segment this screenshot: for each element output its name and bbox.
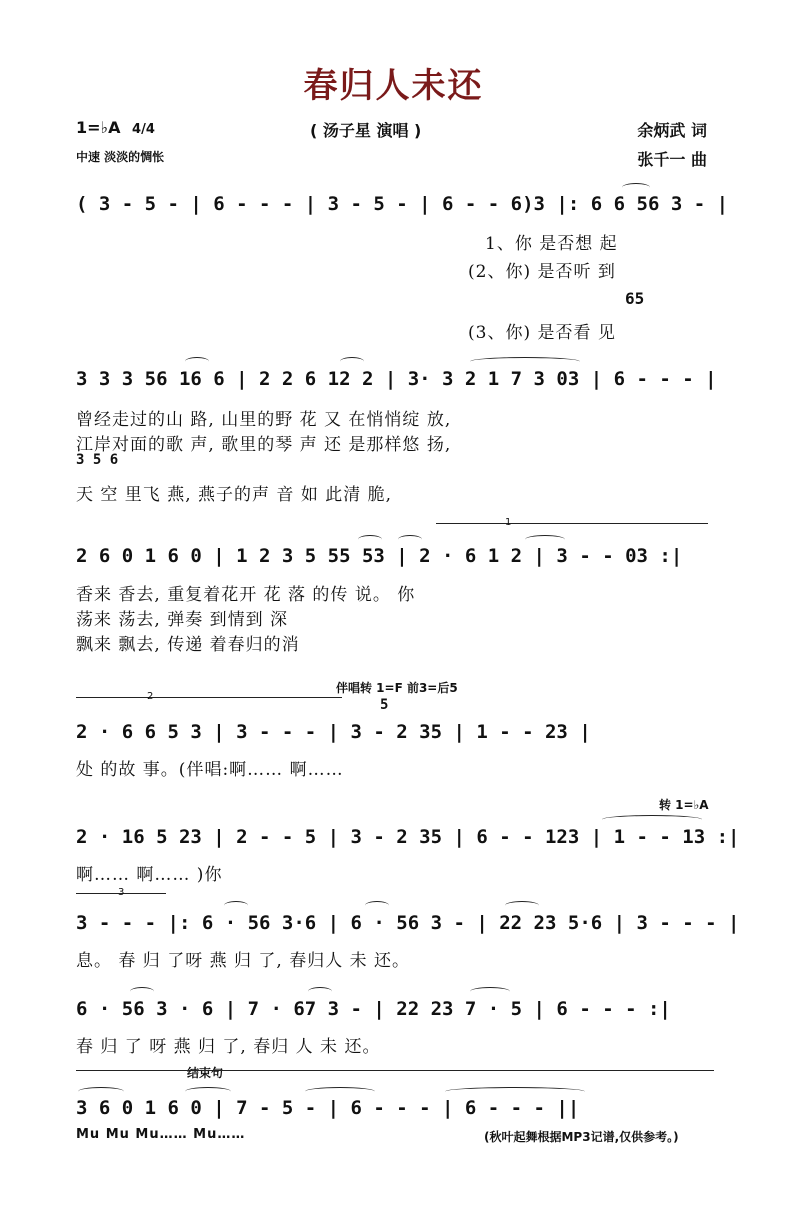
slur-arc [365, 901, 389, 910]
slur-arc [305, 1087, 375, 1096]
performer-credit: ( 汤子星 演唱 ) [310, 121, 422, 140]
slur-arc [308, 987, 332, 996]
slur-arc [470, 357, 580, 366]
slur-arc [358, 535, 382, 544]
lyric-line: 天 空 里飞 燕, 燕子的声 音 如 此清 脆, [76, 485, 393, 505]
key-signature: 1=♭A [76, 118, 121, 137]
lyric-line: 曾经走过的山 路, 山里的野 花 又 在悄悄绽 放, [76, 410, 452, 430]
source-note: (秋叶起舞根据MP3记谱,仅供参考。) [484, 1130, 679, 1144]
ending-label: 结束句 [187, 1066, 224, 1080]
slur-arc [470, 987, 510, 996]
volta-bracket-1 [436, 523, 708, 524]
time-signature: 4/4 [132, 122, 155, 137]
lyric-line: 息。 春 归 了呀 燕 归 了, 春归人 未 还。 [76, 951, 411, 971]
song-title: 春归人未还 [303, 66, 484, 106]
notation-row-8: 3 6 0 1 6 0 | 7 - 5 - | 6 - - - | 6 - - - || [76, 1097, 580, 1119]
slur-arc [185, 357, 209, 366]
notation-row-4: 2 · 6 6 5 3 | 3 - - - | 3 - 2 35 | 1 - - 23 | [76, 721, 591, 743]
slur-arc [505, 901, 539, 910]
slur-arc [398, 535, 422, 544]
lyric-line: 飘来 飘去, 传递 着春归的消 [76, 635, 300, 655]
harmony-annotation: 伴唱转 1=F 前3=后5 [336, 681, 458, 695]
slur-arc [602, 815, 702, 824]
notation-row-5: 2 · 16 5 23 | 2 - - 5 | 3 - 2 35 | 6 - - 123 | 1 - - 13 :| [76, 826, 740, 848]
lyric-line: 江岸对面的歌 声, 歌里的琴 声 还 是那样悠 扬, [76, 435, 452, 455]
slur-arc [130, 987, 154, 996]
lyric-line: 荡来 荡去, 弹奏 到情到 深 [76, 610, 289, 630]
alt-notes: 3 5 6 [76, 452, 119, 468]
lyric-line: 啊…… 啊…… )你 [76, 865, 223, 885]
composer-credit: 张千一 曲 [637, 150, 707, 169]
key-change-annotation: 转 1=♭A [659, 798, 709, 812]
lyric-line: 香来 香去, 重复着花开 花 落 的传 说。 你 [76, 585, 416, 605]
volta-bracket-2 [76, 697, 342, 698]
volta-number: 2 [147, 691, 154, 702]
lyric-line: Mu Mu Mu…… Mu…… [76, 1127, 246, 1142]
ending-bracket [76, 1070, 714, 1071]
slur-arc [224, 901, 248, 910]
key-time-signature [76, 118, 155, 137]
alt-note: 65 [625, 289, 645, 308]
lyric-line: (2、你) 是否听 到 [468, 262, 616, 282]
lyric-line: (3、你) 是否看 见 [468, 323, 616, 343]
notation-row-1: ( 3 - 5 - | 6 - - - | 3 - 5 - | 6 - - 6)3 |: 6 6 56 3 - | [76, 193, 729, 215]
volta-number: 3 [118, 887, 125, 898]
notation-row-7: 6 · 56 3 · 6 | 7 · 67 3 - | 22 23 7 · 5 | 6 - - - :| [76, 998, 671, 1020]
tempo-marking: 中速 淡淡的惆怅 [76, 150, 165, 164]
notation-row-6: 3 - - - |: 6 · 56 3·6 | 6 · 56 3 - | 22 23 5·6 | 3 - - - | [76, 912, 740, 934]
notation-row-3: 2 6 0 1 6 0 | 1 2 3 5 55 53 | 2 · 6 1 2 | 3 - - 03 :| [76, 545, 683, 567]
slur-arc [185, 1087, 231, 1096]
notation-row-2: 3 3 3 56 16 6 | 2 2 6 12 2 | 3· 3 2 1 7 3 03 | 6 - - - | [76, 368, 717, 390]
harmony-note: 5 [380, 697, 389, 713]
slur-arc [525, 535, 565, 544]
slur-arc [445, 1087, 585, 1096]
lyric-line: 1、你 是否想 起 [485, 234, 618, 254]
slur-arc [622, 183, 650, 192]
slur-arc [340, 357, 364, 366]
lyric-line: 处 的故 事。(伴唱:啊…… 啊…… [76, 760, 344, 780]
volta-number: 1 [505, 517, 512, 528]
lyricist-credit: 余炳武 词 [637, 121, 707, 140]
slur-arc [78, 1087, 124, 1096]
lyric-line: 春 归 了 呀 燕 归 了, 春归 人 未 还。 [76, 1037, 381, 1057]
